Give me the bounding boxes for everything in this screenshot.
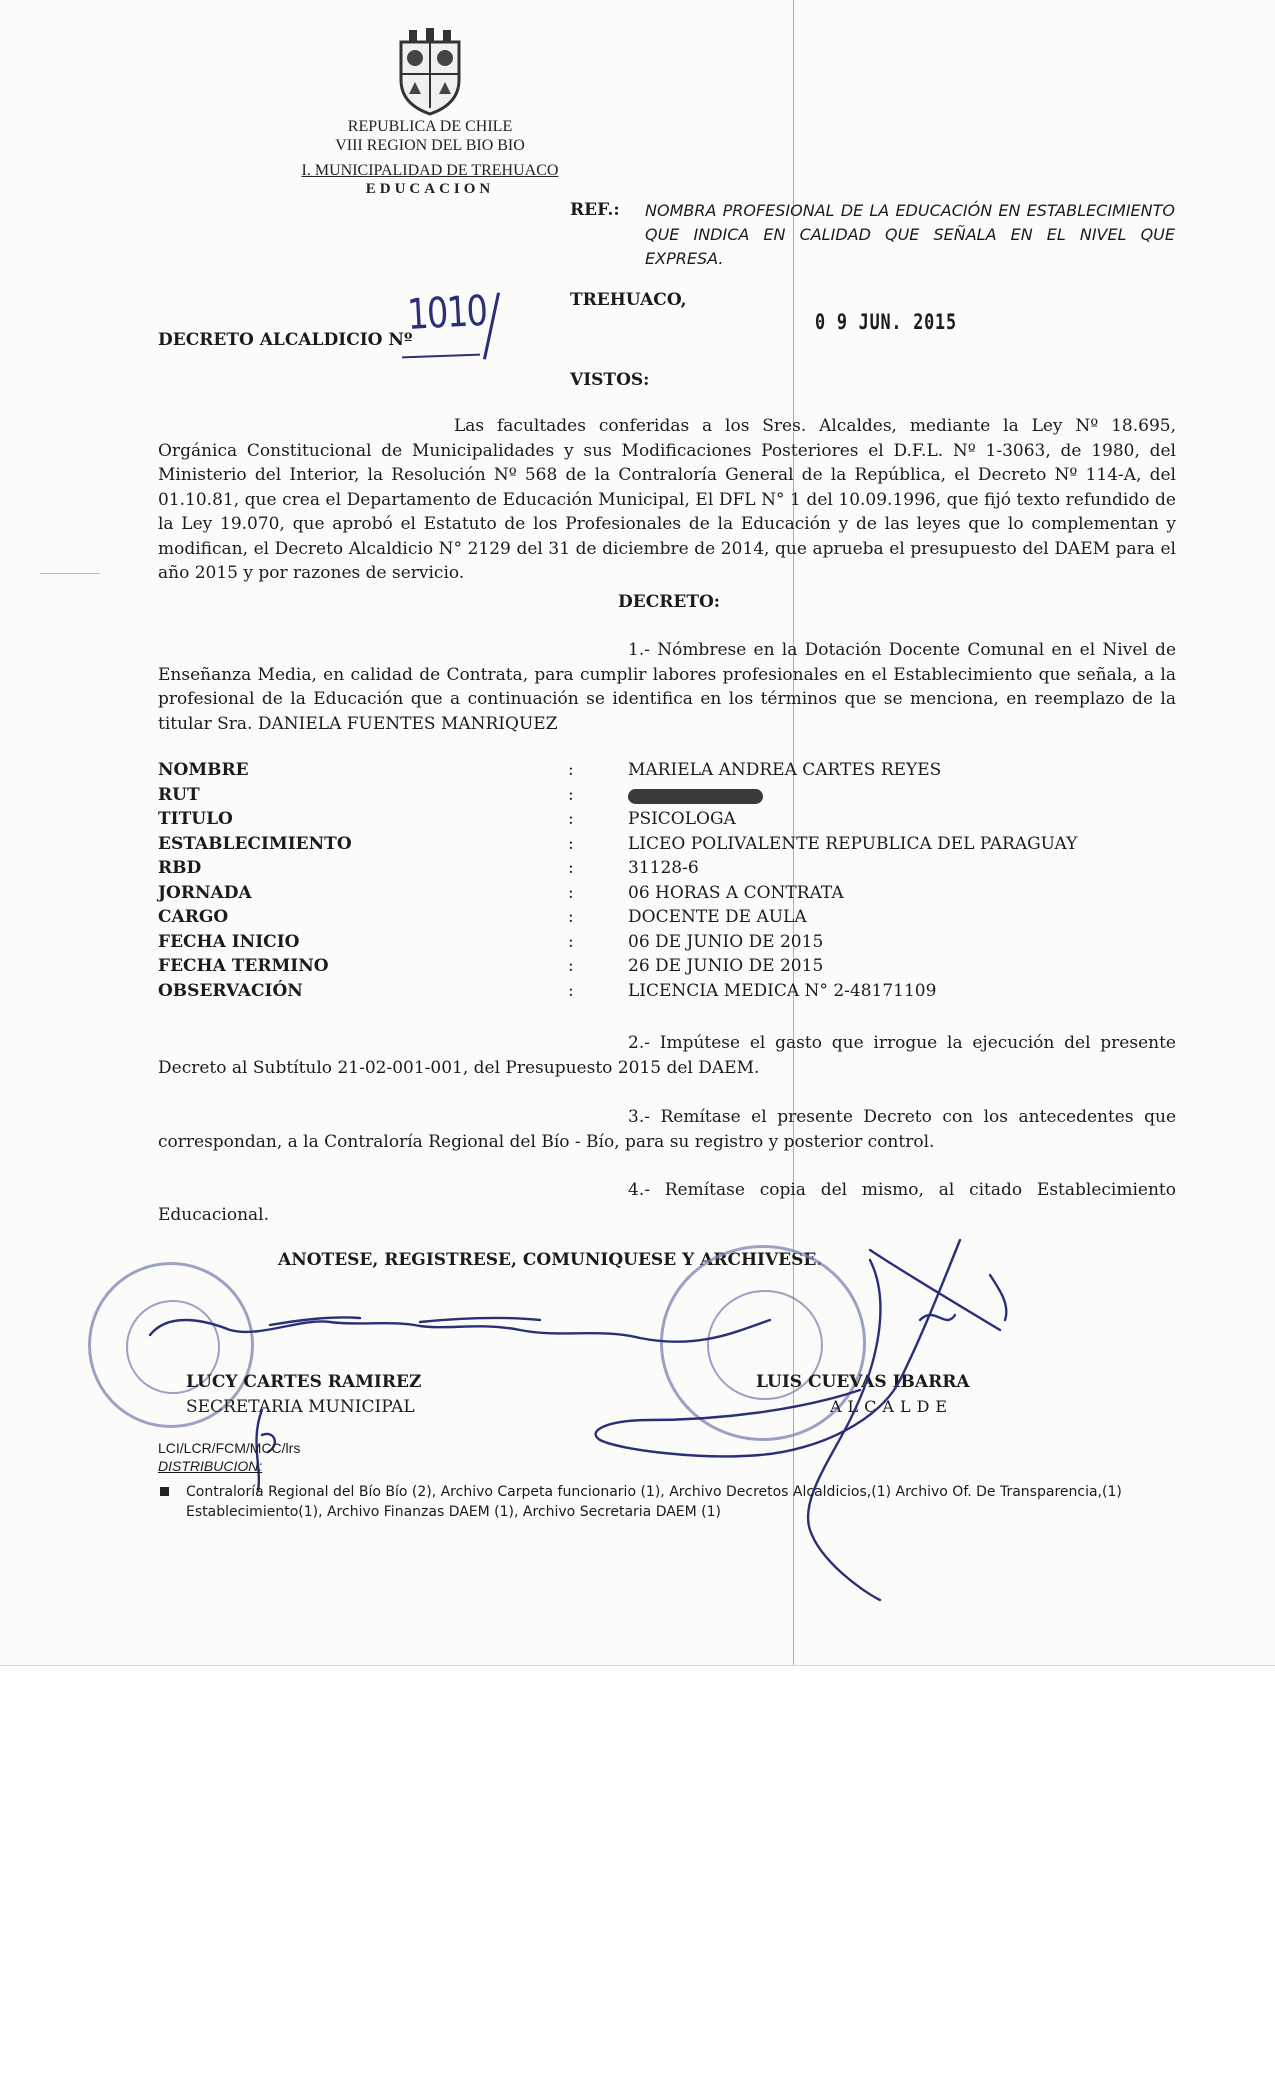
- article-4: 4.- Remítase copia del mismo, al citado Establecimiento Educacional.: [158, 1180, 1176, 1225]
- ref-text: NOMBRA PROFESIONAL DE LA EDUCACIÓN EN ESTABLECIMIENTO QUE INDICA EN CALIDAD QUE SEÑALA EN EL NIVEL QUE EXPRESA.: [645, 201, 1175, 268]
- field-value: 26 DE JUNIO DE 2015: [628, 956, 824, 976]
- field-value: 31128-6: [628, 858, 699, 878]
- decreto-heading: DECRETO:: [618, 592, 721, 612]
- decreto-number-handwritten: 1010: [406, 285, 488, 339]
- mayor-signature-stroke: [596, 1240, 1000, 1600]
- field-value: 06 HORAS A CONTRATA: [628, 882, 844, 903]
- field-value: DOCENTE DE AULA: [628, 907, 807, 927]
- vistos-paragraph: Las facultades conferidas a los Sres. Alcaldes, mediante la Ley Nº 18.695, Orgánica Constitucional de Municipalidades y sus Modificaciones Posteriores el D.F.L. Nº 1-3063, de 1980, del Ministerio del Interior, la Resolución Nº 568 de la Contraloría General de la República, el Decreto Nº 114-A, del 01.10.81, que crea el Departamento de Educación Municipal, El DFL N° 1 del 10.09.1996, que fijó texto refundido de la Ley 19.070, que aprobó el Estatuto de los Profesionales de la Educación y de las leyes que lo complementan y modifican, el Decreto Alcaldicio N° 2129 del 31 de diciembre de 2014, que aprueba el presupuesto del DAEM para el año 2015 y por razones de servicio.: [158, 416, 1176, 583]
- field-label: CARGO: [158, 907, 229, 927]
- place-label: TREHUACO,: [570, 290, 687, 310]
- header-municipality: I. MUNICIPALIDAD DE TREHUACO: [301, 162, 559, 179]
- field-separator: :: [568, 784, 574, 805]
- closing-formula: ANOTESE, REGISTRESE, COMUNIQUESE Y ARCHIVESE.: [278, 1250, 823, 1270]
- distribution-text: Contraloría Regional del Bío Bío (2), Archivo Carpeta funcionario (1), Archivo Decretos Alcaldicios,(1) Archivo Of. De Transparencia,(1) Establecimiento(1), Archivo Finanzas DAEM (1), Archivo Secretaria DAEM (1): [186, 1484, 1122, 1520]
- ref-label: REF.:: [570, 200, 620, 220]
- field-label: TITULO: [158, 809, 233, 829]
- field-separator: :: [568, 760, 574, 780]
- field-value: MARIELA ANDREA CARTES REYES: [628, 760, 942, 780]
- field-separator: :: [568, 809, 574, 829]
- document-initials: LCI/LCR/FCM/MCC/lrs: [158, 1440, 301, 1456]
- field-separator: :: [568, 858, 574, 878]
- field-label: FECHA INICIO: [158, 931, 300, 952]
- secretary-name: LUCY CARTES RAMIREZ: [186, 1372, 422, 1392]
- field-value: LICEO POLIVALENTE REPUBLICA DEL PARAGUAY: [628, 833, 1078, 854]
- field-separator: :: [568, 931, 574, 952]
- field-label: OBSERVACIÓN: [158, 980, 303, 1001]
- article-3: 3.- Remítase el presente Decreto con los antecedentes que correspondan, a la Contraloría Regional del Bío - Bío, para su registro y posterior control.: [158, 1107, 1176, 1152]
- secretary-role: SECRETARIA MUNICIPAL: [186, 1397, 415, 1417]
- header-region: VIII REGION DEL BIO BIO: [335, 137, 525, 154]
- mayor-role: ALCALDE: [830, 1397, 954, 1416]
- secretary-signature-stroke: [150, 1320, 770, 1342]
- distribution-bullet-icon: [160, 1487, 169, 1496]
- field-value: LICENCIA MEDICA N° 2-48171109: [628, 980, 937, 1001]
- field-value: 06 DE JUNIO DE 2015: [628, 931, 824, 952]
- article-1: 1.- Nómbrese en la Dotación Docente Comunal en el Nivel de Enseñanza Media, en calidad de Contrata, para cumplir labores profesionales en el Establecimiento que señala, a la profesional de la Educación que a continuación se identifica en los términos que se menciona, en reemplazo de la titular Sra. DANIELA FUENTES MANRIQUEZ: [158, 640, 1176, 734]
- field-value: PSICOLOGA: [628, 809, 736, 829]
- mayor-name: LUIS CUEVAS IBARRA: [756, 1372, 970, 1392]
- field-separator: :: [568, 980, 574, 1001]
- field-separator: :: [568, 907, 574, 927]
- decreto-label: DECRETO ALCALDICIO Nº: [158, 330, 413, 350]
- field-label: FECHA TERMINO: [158, 956, 329, 976]
- field-separator: :: [568, 882, 574, 903]
- field-label: NOMBRE: [158, 760, 249, 780]
- date-stamp: 0 9 JUN. 2015: [815, 310, 957, 334]
- distribution-label: DISTRIBUCION:: [158, 1458, 263, 1474]
- vistos-heading: VISTOS:: [570, 370, 650, 390]
- field-separator: :: [568, 833, 574, 854]
- field-separator: :: [568, 956, 574, 976]
- article-2: 2.- Impútese el gasto que irrogue la ejecución del presente Decreto al Subtítulo 21-02-001-001, del Presupuesto 2015 del DAEM.: [158, 1033, 1176, 1078]
- field-label: ESTABLECIMIENTO: [158, 833, 352, 854]
- header-department: EDUCACION: [365, 181, 495, 197]
- field-label: JORNADA: [158, 882, 252, 903]
- field-label: RBD: [158, 858, 202, 878]
- field-label: RUT: [158, 784, 200, 805]
- header-country: REPUBLICA DE CHILE: [347, 118, 513, 135]
